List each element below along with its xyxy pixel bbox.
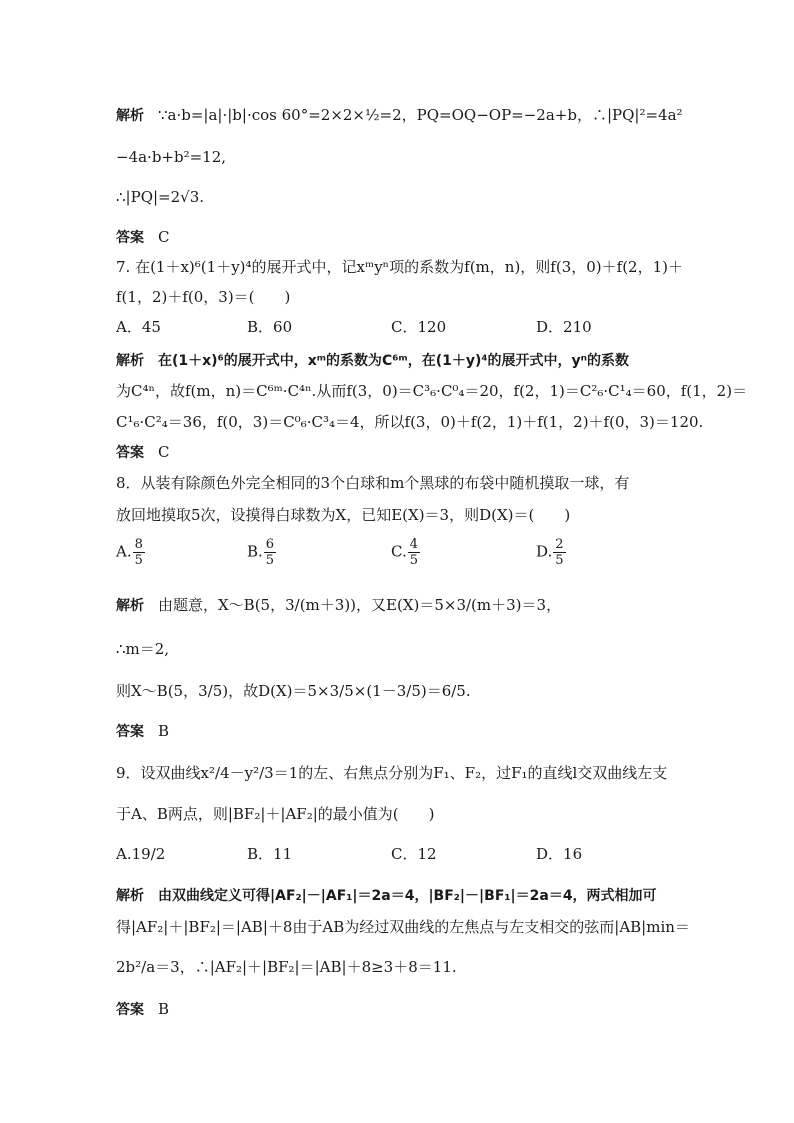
- q8-solution-line-3: 则X～B(5，3/5)，故D(X)＝5×3/5×(1－3/5)＝6/5.: [116, 682, 471, 700]
- q8-answer-value: B: [158, 722, 170, 740]
- q8-option-a: A. $\frac{8}{5}$: [116, 537, 143, 568]
- q8-solution-line-2: ∴m＝2,: [116, 640, 170, 658]
- q7-solution-line-1: [116, 349, 629, 372]
- q6-solution-line-1: [116, 104, 683, 127]
- q7-answer-value: C: [158, 443, 170, 461]
- q8-answer: [116, 720, 169, 743]
- q8-option-c: C. $\frac{4}{5}$: [391, 537, 418, 568]
- q7-solution-line-3: C¹₆·C²₄＝36，f(0，3)＝C⁰₆·C³₄＝4，所以f(3，0)＋f(2，1)＋f(1，2)＋f(0，3)＝120.: [116, 413, 704, 431]
- q7-answer: [116, 441, 169, 464]
- q9-sol-1: 由双曲线定义可得|AF₂|－|AF₁|＝2a＝4，|BF₂|－|BF₁|＝2a＝4，两式相加可: [158, 888, 657, 904]
- q9-option-c: C．12: [391, 845, 437, 863]
- q6-answer: [116, 226, 169, 249]
- q9-option-b: B．11: [247, 845, 293, 863]
- q9-answer-value: B: [158, 1000, 170, 1018]
- q6-solution-line-2: −4a·b+b²=12,: [116, 148, 227, 166]
- q9-option-d: D．16: [536, 845, 583, 863]
- answer-label: 答案: [116, 724, 144, 740]
- answer-label: 答案: [116, 1002, 144, 1018]
- q9-solution-line-2: 得|AF₂|＋|BF₂|＝|AB|＋8由于AB为经过双曲线的左焦点与左支相交的弦而|AB|min＝: [116, 918, 690, 936]
- q7-option-b: B．60: [247, 318, 293, 336]
- solution-label: 解析: [116, 598, 144, 614]
- solution-label: 解析: [116, 108, 144, 124]
- solution-label: 解析: [116, 888, 144, 904]
- q7-option-a: A．45: [116, 318, 161, 336]
- q7-option-c: C．120: [391, 318, 447, 336]
- q6-answer-value: C: [158, 228, 170, 246]
- q9-solution-line-1: [116, 884, 657, 907]
- q9-stem-2: 于A、B两点，则|BF₂|＋|AF₂|的最小值为( ): [116, 805, 435, 823]
- solution-label: 解析: [116, 353, 144, 369]
- q7-stem-2: f(1，2)＋f(0，3)＝( ): [116, 288, 291, 306]
- q9-solution-line-3: 2b²/a＝3，∴|AF₂|＋|BF₂|＝|AB|＋8≥3＋8＝11.: [116, 958, 457, 976]
- q8-option-d: D. $\frac{2}{5}$: [536, 537, 564, 568]
- answer-label: 答案: [116, 445, 144, 461]
- q8-option-b: B. $\frac{6}{5}$: [247, 537, 275, 568]
- q7-solution-line-2: 为C⁴ⁿ，故f(m，n)＝C⁶ᵐ·C⁴ⁿ.从而f(3，0)＝C³₆·C⁰₄＝20，f(2，1)＝C²₆·C¹₄＝60，f(1，2)＝: [116, 382, 748, 400]
- q7-stem-1: 7. 在(1＋x)⁶(1＋y)⁴的展开式中，记xᵐyⁿ项的系数为f(m，n)，则f(3，0)＋f(2，1)＋: [116, 258, 683, 276]
- q6-sol-1: ∵a·b=|a|·|b|·cos 60°=2×2×½=2，PQ=OQ−OP=−2a+b，∴|PQ|²=4a²: [158, 106, 683, 124]
- q7-option-d: D．210: [536, 318, 592, 336]
- q8-sol-1: 由题意，X～B(5，3/(m＋3))，又E(X)＝5×3/(m＋3)＝3，: [158, 596, 562, 614]
- q9-stem-1: 9．设双曲线x²/4－y²/3＝1的左、右焦点分别为F₁、F₂，过F₁的直线l交双曲线左支: [116, 764, 668, 782]
- q8-solution-line-1: [116, 594, 561, 617]
- q8-stem-2: 放回地摸取5次，设摸得白球数为X，已知E(X)＝3，则D(X)＝( ): [116, 506, 571, 524]
- q9-answer: [116, 998, 169, 1021]
- q9-option-a: A.19/2: [116, 845, 166, 863]
- q7-sol-1: 在(1＋x)⁶的展开式中，xᵐ的系数为C⁶ᵐ，在(1＋y)⁴的展开式中，yⁿ的系数: [158, 353, 630, 369]
- answer-label: 答案: [116, 230, 144, 246]
- q6-solution-line-3: ∴|PQ|=2√3.: [116, 188, 205, 206]
- q8-stem-1: 8．从装有除颜色外完全相同的3个白球和m个黑球的布袋中随机摸取一球，有: [116, 474, 630, 492]
